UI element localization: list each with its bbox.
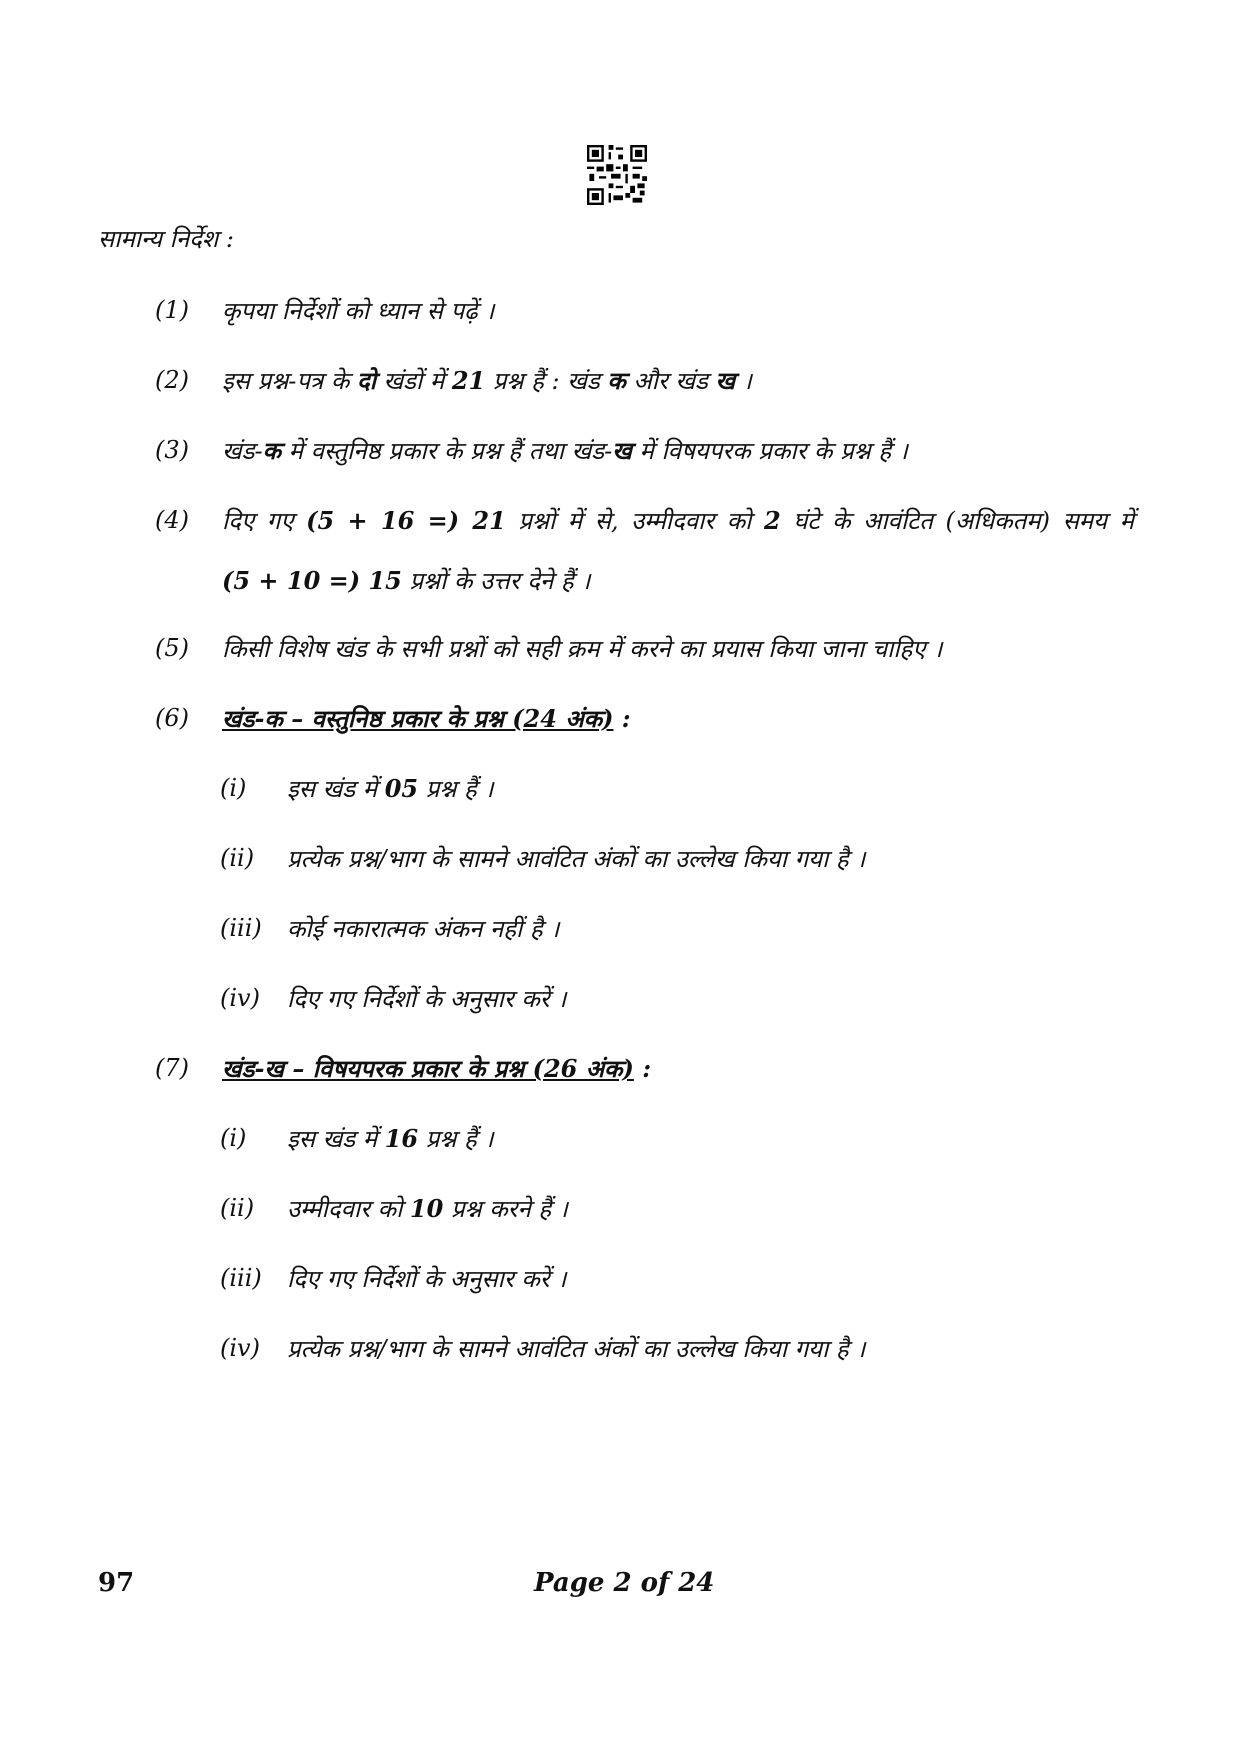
instruction-text: कृपया निर्देशों को ध्यान से पढ़ें । xyxy=(222,297,495,325)
item-number: (6) xyxy=(155,704,189,732)
sub-item-text: दिए गए निर्देशों के अनुसार करें । xyxy=(287,1265,567,1293)
item-number: (1) xyxy=(155,296,189,324)
sub-item-text: कोई नकारात्मक अंकन नहीं है । xyxy=(287,915,560,943)
sub-item-text: उम्मीदवार को 10 प्रश्न करने हैं । xyxy=(287,1194,568,1223)
sub-item-number: (ii) xyxy=(220,844,255,872)
sub-item-text: दिए गए निर्देशों के अनुसार करें । xyxy=(287,985,567,1013)
item-number: (3) xyxy=(155,436,189,464)
instruction-text: इस प्रश्न-पत्र के दो खंडों में 21 प्रश्न हैं : खंड क और खंड ख । xyxy=(222,366,752,395)
sub-item-text: इस खंड में 05 प्रश्न हैं । xyxy=(287,774,494,803)
sub-item-number: (iii) xyxy=(220,1264,262,1292)
instruction-text-continued: (5 + 10 =) 15 प्रश्नों के उत्तर देने हैं । xyxy=(222,566,591,595)
section-a-title: खंड-क – वस्तुनिष्ठ प्रकार के प्रश्न (24 अंक) : xyxy=(222,704,631,733)
sub-item-number: (iv) xyxy=(220,984,260,1012)
instruction-text: खंड-क में वस्तुनिष्ठ प्रकार के प्रश्न हैं तथा खंड-ख में विषयपरक प्रकार के प्रश्न हैं । xyxy=(222,436,908,465)
page-number: Page 2 of 24 xyxy=(534,1568,715,1598)
general-instructions-heading: सामान्य निर्देश : xyxy=(98,225,234,253)
qr-code-icon xyxy=(587,145,647,205)
sub-item-number: (i) xyxy=(220,774,247,802)
sub-item-text: इस खंड में 16 प्रश्न हैं । xyxy=(287,1124,494,1153)
sub-item-text: प्रत्येक प्रश्न/भाग के सामने आवंटित अंकों का उल्लेख किया गया है । xyxy=(287,1335,866,1363)
sub-item-number: (iv) xyxy=(220,1334,260,1362)
sub-item-number: (ii) xyxy=(220,1194,255,1222)
item-number: (7) xyxy=(155,1054,189,1082)
instruction-text: दिए गए (5 + 16 =) 21 प्रश्नों में से, उम्मीदवार को 2 घंटे के आवंटित (अधिकतम) समय में xyxy=(222,506,1134,535)
instruction-text: किसी विशेष खंड के सभी प्रश्नों को सही क्रम में करने का प्रयास किया जाना चाहिए । xyxy=(222,635,943,663)
sub-item-text: प्रत्येक प्रश्न/भाग के सामने आवंटित अंकों का उल्लेख किया गया है । xyxy=(287,845,866,873)
section-b-title: खंड-ख – विषयपरक प्रकार के प्रश्न (26 अंक) : xyxy=(222,1054,652,1083)
sub-item-number: (iii) xyxy=(220,914,262,942)
item-number: (5) xyxy=(155,634,189,662)
item-number: (2) xyxy=(155,366,189,394)
sub-item-number: (i) xyxy=(220,1124,247,1152)
item-number: (4) xyxy=(155,506,189,534)
paper-code: 97 xyxy=(98,1568,135,1598)
